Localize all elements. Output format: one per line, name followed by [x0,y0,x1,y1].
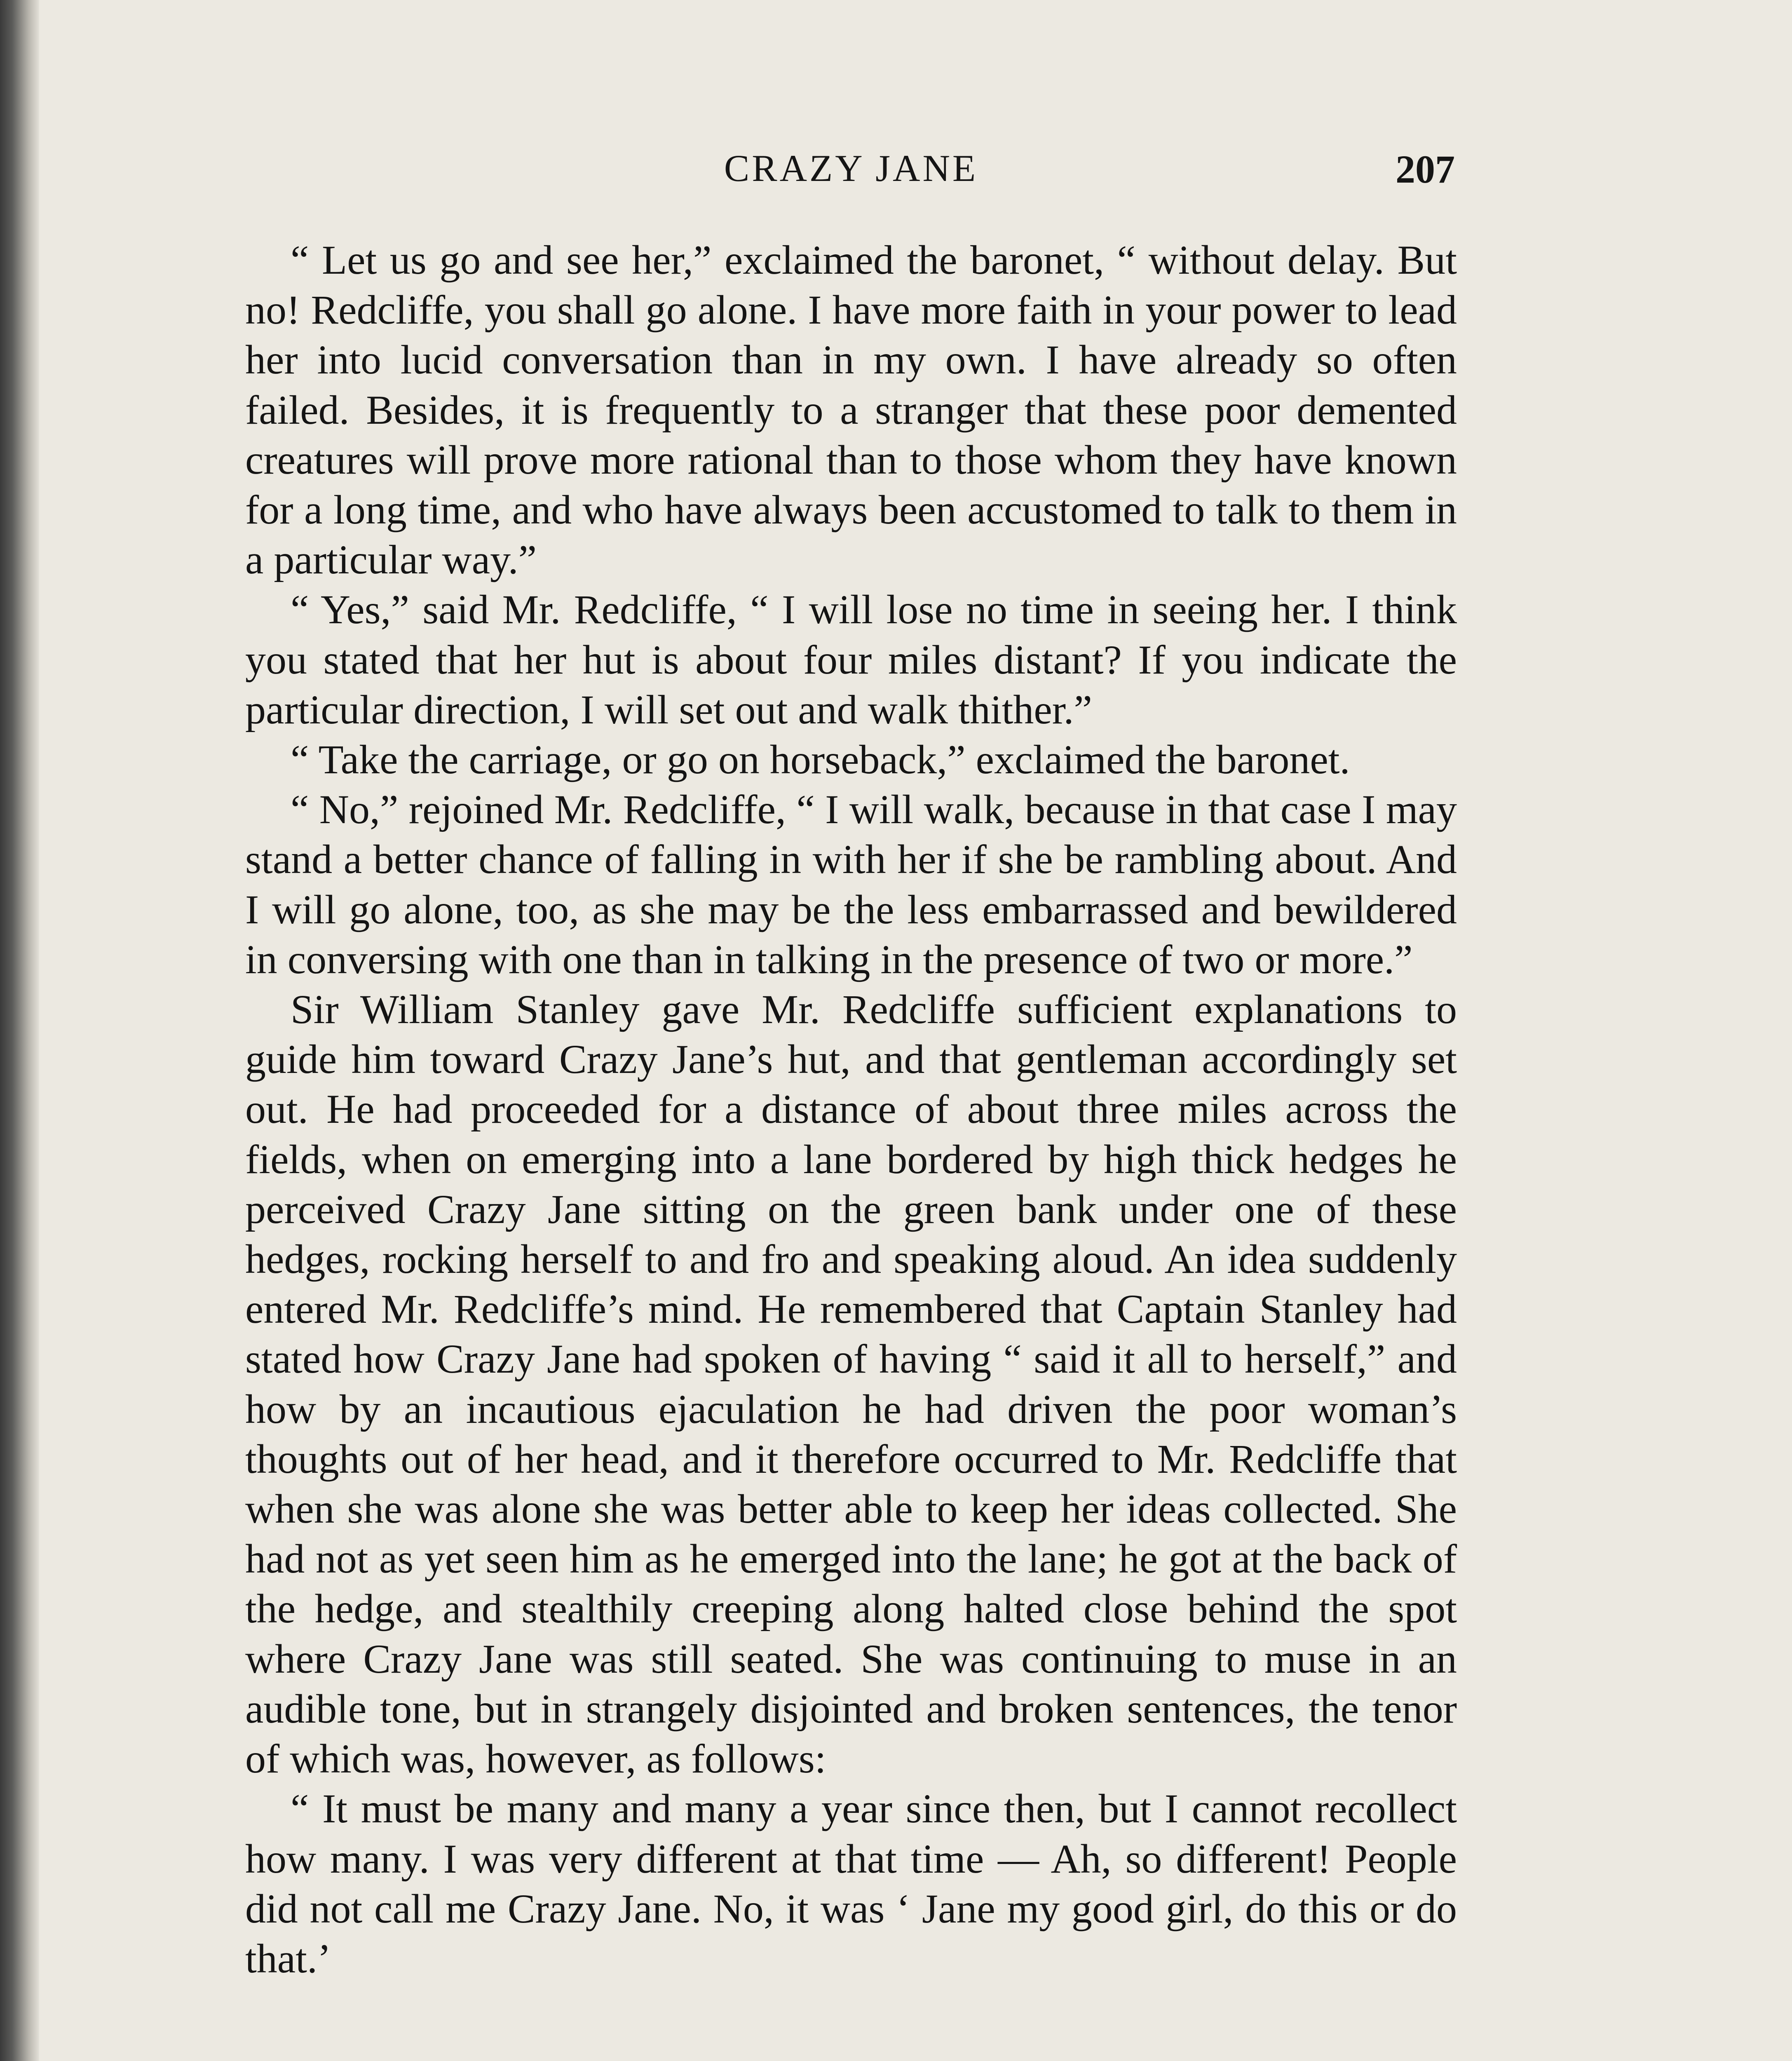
paragraph: “ It must be many and many a year since then, but I cannot recollect how many. I was very different at that time — Ah, so different! People did not call me Crazy Jane. No, it was ‘ Jane my good girl, do this or do that.’ [245,1786,1457,1981]
body-text [245,235,1457,1984]
page-header [247,146,1455,208]
page-number: 207 [1396,147,1455,191]
paragraph: “ Let us go and see her,” exclaimed the baronet, “ without delay. But no! Redcliffe, you shall go alone. I have more faith in your power to lead her into lucid conversation than in my own. I have already so often failed. Besides, it is frequently to a stranger that these poor demented creatures will prove more rational than to those whom they have known for a long time, and who have always been accustomed to talk to them in a particular way.” [245,237,1457,583]
running-head: CRAZY JANE [724,147,978,189]
paragraph: Sir William Stanley gave Mr. Redcliffe sufficient explanations to guide him toward Crazy Jane’s hut, and that gentleman accordingly set out. He had proceeded for a distance of about three miles across the fields, when on emerging into a lane bordered by high thick hedges he perceived Crazy Jane sitting on the green bank under one of these hedges, rocking herself to and fro and speaking aloud. An idea suddenly entered Mr. Redcliffe’s mind. He remembered that Captain Stanley had stated how Crazy Jane had spoken of having “ said it all to herself,” and how by an incautious ejaculation he had driven the poor woman’s thoughts out of her head, and it therefore occurred to Mr. Redcliffe that when she was alone she was better able to keep her ideas collected. She had not as yet seen him as he emerged into the lane; he got at the back of the hedge, and stealthily creeping along halted close behind the spot where Crazy Jane was still seated. She was continuing to muse in an audible tone, but in strangely disjointed and broken sentences, the tenor of which was, however, as follows: [245,986,1457,1782]
paragraph: “ Take the carriage, or go on horseback,” exclaimed the baronet. [291,737,1350,783]
book-binding-edge [0,0,39,2061]
paragraph: “ Yes,” said Mr. Redcliffe, “ I will lose no time in seeing her. I think you stated that her hut is about four miles distant? If you indicate the particular direction, I will set out and walk thither.” [245,587,1457,732]
paragraph: “ No,” rejoined Mr. Redcliffe, “ I will walk, because in that case I may stand a better chance of falling in with her if she be rambling about. And I will go alone, too, as she may be the less embarrassed and bewildered in conversing with one than in talking in the presence of two or more.” [245,786,1457,982]
